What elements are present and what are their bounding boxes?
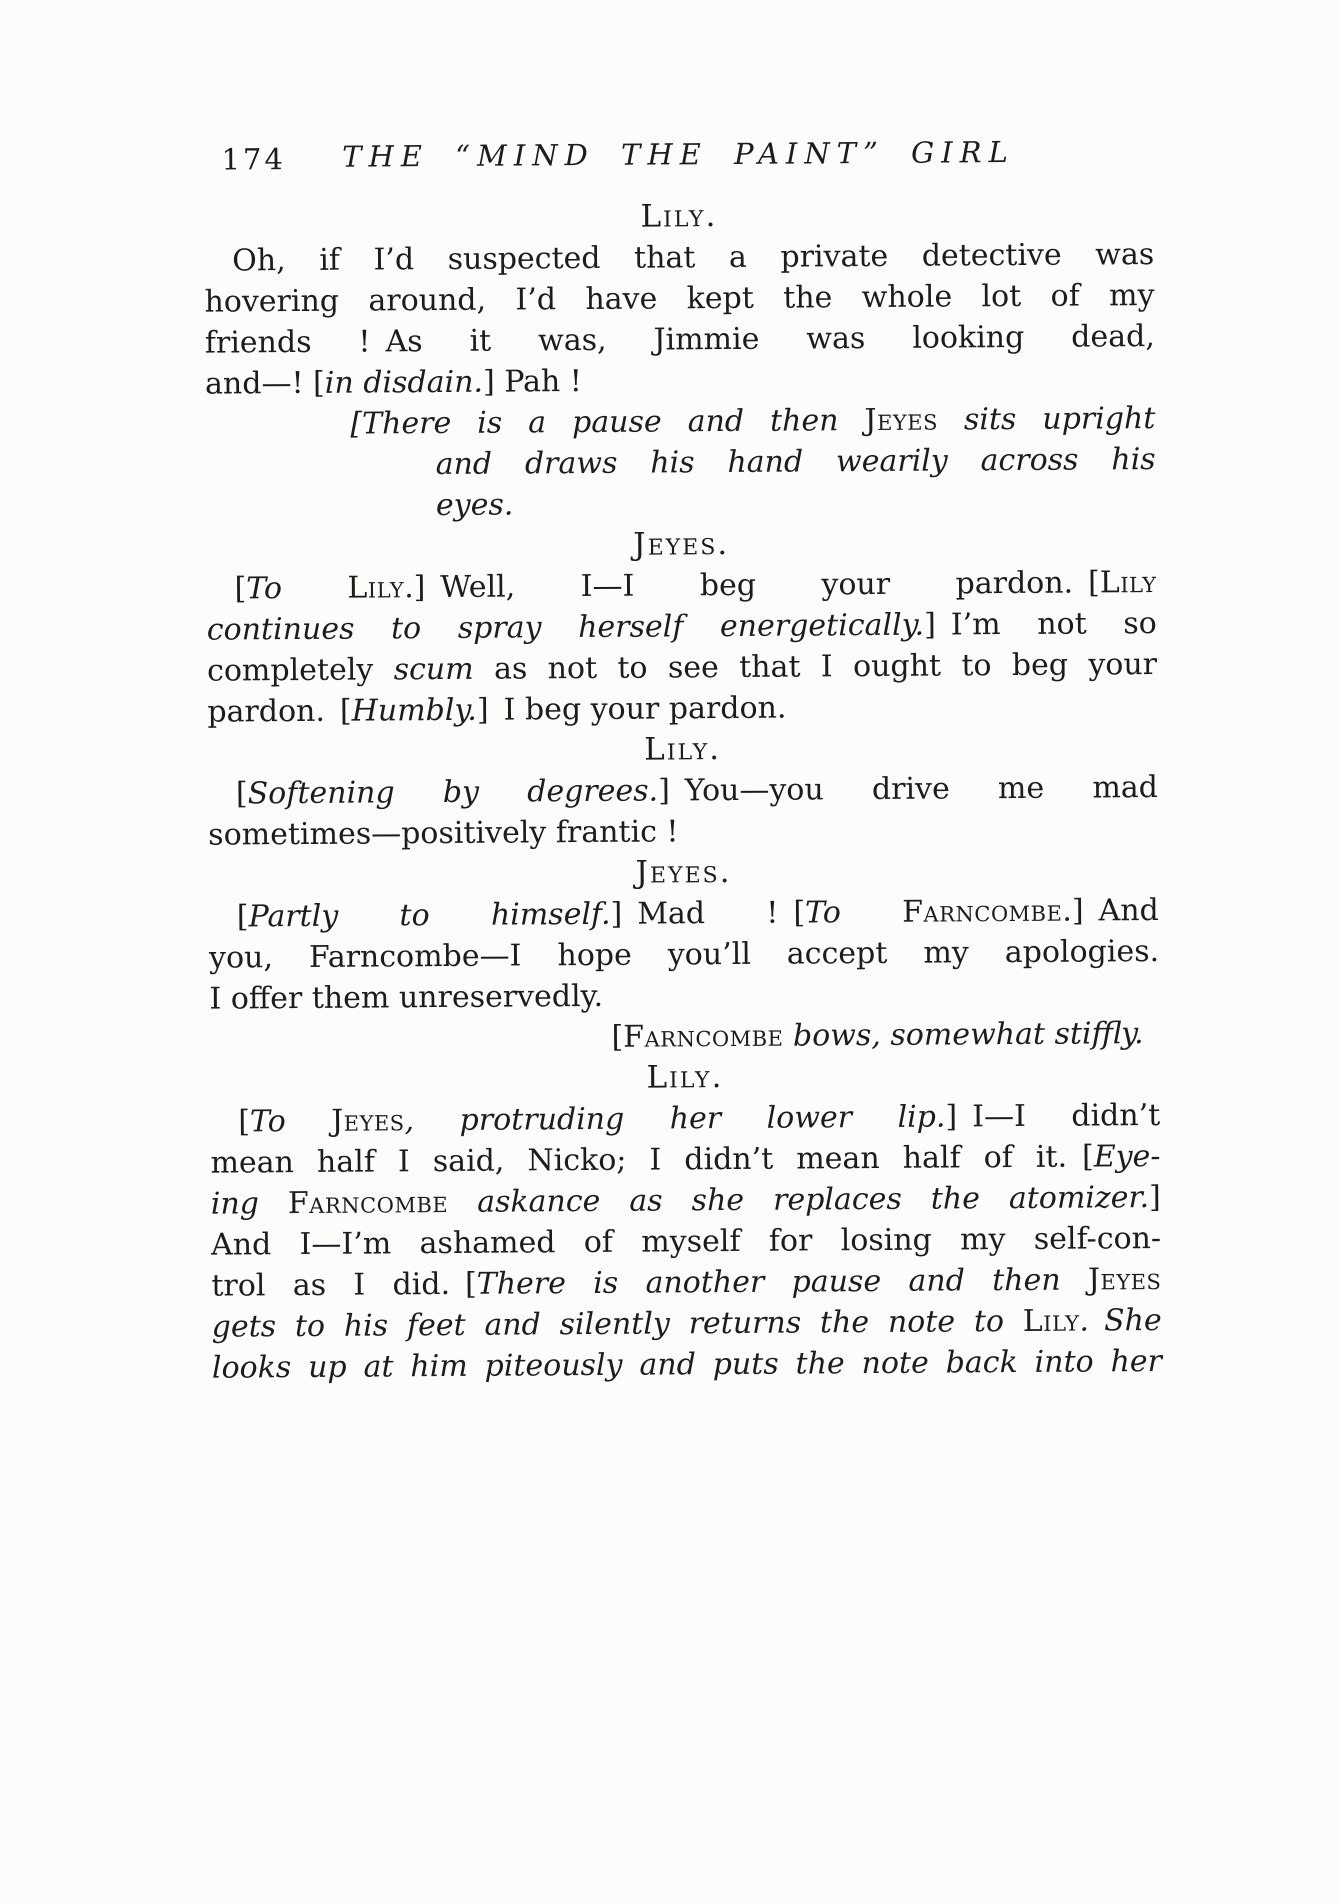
character-heading-lily-1: Lily. — [640, 198, 718, 235]
text-line: [Softening by degrees.] You—you drive me mad — [235, 770, 1159, 812]
character-heading-jeyes-1: Jeyes. — [633, 526, 730, 563]
stage-direction-pause-jeyes — [205, 398, 1156, 528]
text-line: [To Jeyes, protruding her lower lip.] I—I didn’t — [238, 1098, 1161, 1140]
text-line: sometimes—positively frantic ! — [208, 814, 679, 853]
page-number: 174 — [221, 142, 287, 177]
text-line: And I—I’m ashamed of myself for losing my self-con- — [210, 1221, 1162, 1263]
text-line: completely scum as not to see that I ought to beg your — [206, 647, 1158, 689]
text-line: gets to his feet and silently returns the note to Lily. She — [211, 1303, 1162, 1345]
text-line: and draws his hand wearily across his — [435, 442, 1156, 483]
page-content — [203, 134, 1162, 1389]
text-line: I offer them unreservedly. — [209, 978, 604, 1017]
text-line: mean half I said, Nicko; I didn’t mean half of it. [Eye- — [210, 1139, 1161, 1181]
text-line: and—! [in disdain.] Pah ! — [204, 364, 583, 402]
speech-lily-3 — [210, 1095, 1162, 1389]
text-line: trol as I did. [There is another pause and then Jeyes — [211, 1262, 1162, 1304]
speech-jeyes-2 — [209, 890, 1160, 1020]
text-line: continues to spray herself energetically.] I’m not so — [206, 606, 1157, 648]
character-heading-lily-3: Lily. — [646, 1059, 724, 1096]
text-line: [There is a pause and then Jeyes sits upright — [350, 401, 1156, 442]
text-line: eyes. — [435, 487, 514, 524]
speech-lily-2 — [208, 767, 1159, 856]
character-heading-lily-2: Lily. — [644, 731, 722, 768]
text-line: Oh, if I’d suspected that a private detective was — [232, 237, 1155, 279]
text-line: you, Farncombe—I hope you’ll accept my apologies. — [208, 934, 1160, 976]
text-line: friends ! As it was, Jimmie was looking dead, — [204, 319, 1155, 361]
text-line: looks up at him piteously and puts the note back into her — [211, 1344, 1163, 1386]
text-line: [Farncombe bows, somewhat stiffly. — [611, 1016, 1144, 1055]
text-line: hovering around, I’d have kept the whole lot of my — [204, 278, 1155, 320]
running-title: THE “MIND THE PAINT” GIRL — [342, 134, 1015, 174]
speech-jeyes-1 — [206, 562, 1157, 733]
text-blocks — [204, 193, 1162, 1389]
page-header — [203, 134, 1153, 182]
text-line: pardon. [Humbly.] I beg your pardon. — [207, 690, 787, 730]
text-line: [Partly to himself.] Mad ! [To Farncombe.] And — [236, 893, 1159, 935]
text-line: [To Lily.] Well, I—I beg your pardon. [Lily — [234, 565, 1157, 607]
text-line: ing Farncombe askance as she replaces the atomizer.] — [210, 1180, 1161, 1222]
speech-lily-1 — [204, 234, 1155, 405]
stage-direction-farncombe-bows — [210, 1013, 1160, 1061]
character-heading-jeyes-2: Jeyes. — [635, 853, 732, 891]
